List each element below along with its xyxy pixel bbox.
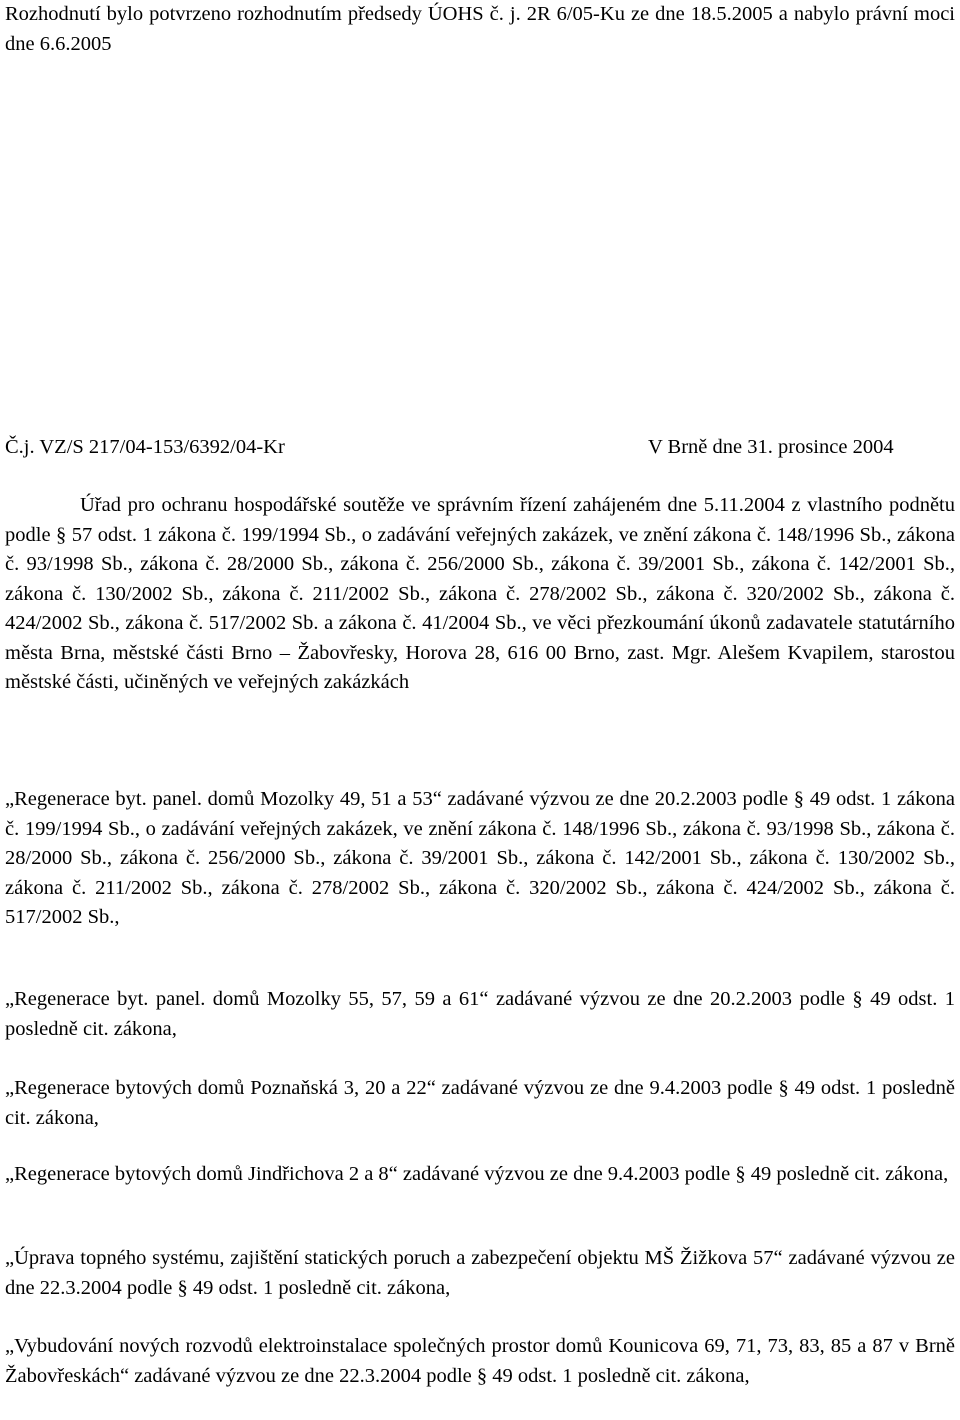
contract-item: „Úprava topného systému, zajištění statických poruch a zabezpečení objektu MŠ Žižkova 57“ zadávané výzvou ze dne 22.3.2004 podle § 49 odst. 1 posledně cit. zákona, <box>5 1247 955 1299</box>
appeal-confirmation-note: Rozhodnutí bylo potvrzeno rozhodnutím předsedy ÚOHS č. j. 2R 6/05-Ku ze dne 18.5.2005 a nabylo právní moci dne 6.6.2005 <box>5 3 955 55</box>
reference-line <box>5 433 955 463</box>
contract-item: „Regenerace bytových domů Jindřichova 2 a 8“ zadávané výzvou ze dne 9.4.2003 podle § 49 posledně cit. zákona, <box>5 1163 949 1185</box>
intro-paragraph: Úřad pro ochranu hospodářské soutěže ve správním řízení zahájeném dne 5.11.2004 z vlastního podnětu podle § 57 odst. 1 zákona č. 199/1994 Sb., o zadávání veřejných zakázek, ve znění zákona č. 148/1996 Sb., zákona č. 93/1998 Sb., zákona č. 28/2000 Sb., zákona č. 256/2000 Sb., zákona č. 39/2001 Sb., zákona č. 142/2001 Sb., zákona č. 130/2002 Sb., zákona č. 211/2002 Sb., zákona č. 278/2002 Sb., zákona č. 320/2002 Sb., zákona č. 424/2002 Sb., zákona č. 517/2002 Sb. a zákona č. 41/2004 Sb., ve věci přezkoumání úkonů zadavatele statutárního města Brna, městské části Brno – Žabovřesky, Horova 28, 616 00 Brno, zast. Mgr. Alešem Kvapilem, starostou městské části, učiněných ve veřejných zakázkách <box>5 494 955 693</box>
contract-item: „Regenerace bytových domů Poznaňská 3, 20 a 22“ zadávané výzvou ze dne 9.4.2003 podle § 49 odst. 1 posledně cit. zákona, <box>5 1077 955 1129</box>
contract-item: „Vybudování nových rozvodů elektroinstalace společných prostor domů Kounicova 69, 71, 73, 83, 85 a 87 v Brně Žabovřeskách“ zadávané výzvou ze dne 22.3.2004 podle § 49 odst. 1 posledně cit. zákona, <box>5 1335 955 1387</box>
contract-item: „Regenerace byt. panel. domů Mozolky 55, 57, 59 a 61“ zadávané výzvou ze dne 20.2.2003 podle § 49 odst. 1 posledně cit. zákona, <box>5 988 955 1040</box>
contract-item: „Regenerace byt. panel. domů Mozolky 49, 51 a 53“ zadávané výzvou ze dne 20.2.2003 podle § 49 odst. 1 zákona č. 199/1994 Sb., o zadávání veřejných zakázek, ve znění zákona č. 148/1996 Sb., zákona č. 93/1998 Sb., zákona č. 28/2000 Sb., zákona č. 256/2000 Sb., zákona č. 39/2001 Sb., zákona č. 142/2001 Sb., zákona č. 130/2002 Sb., zákona č. 211/2002 Sb., zákona č. 278/2002 Sb., zákona č. 320/2002 Sb., zákona č. 424/2002 Sb., zákona č. 517/2002 Sb., <box>5 788 955 928</box>
place-and-date: V Brně dne 31. prosince 2004 <box>648 436 894 458</box>
case-number: Č.j. VZ/S 217/04-153/6392/04-Kr <box>5 436 285 458</box>
